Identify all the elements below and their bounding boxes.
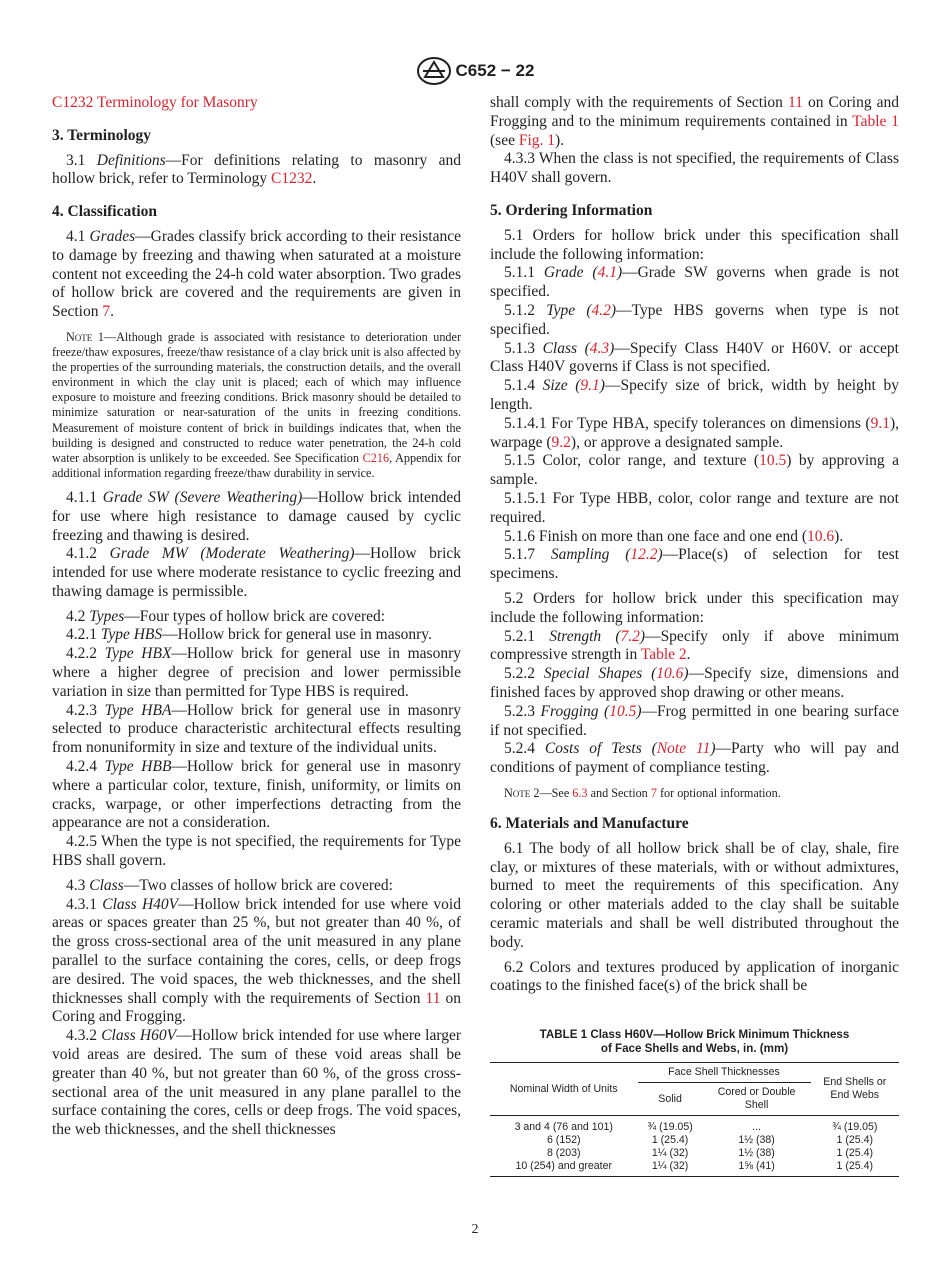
para-3-1: 3.1 Definitions—For definitions relating to masonry and hollow brick, refer to Terminology C1232. [52,151,461,188]
para-5-1-4-1: 5.1.4.1 For Type HBA, specify tolerances on dimensions (9.1), warpage (9.2), or approve a designated sample. [490,414,899,451]
link-9-2[interactable]: 9.2 [551,433,571,451]
link-12-2[interactable]: 12.2 [630,546,658,564]
col-face-shell-thicknesses: Face Shell Thicknesses [638,1063,811,1083]
right-column [490,94,899,1177]
reference-c1232: C1232 Terminology for Masonry [52,94,258,111]
link-9-1[interactable]: 9.1 [870,414,890,432]
link-10-6[interactable]: 10.6 [807,527,835,545]
para-6-1: 6.1 The body of all hollow brick shall be of clay, shale, fire clay, or mixtures of these materials, with or without admixtures, burned to meet the requirements of this specification. Any coloring or other materials added to the clay shall be suitable ceramic materials and shall be well distributed throughout the body. [490,839,899,951]
para-5-1-1: 5.1.1 Grade (4.1)—Grade SW governs when grade is not specified. [490,264,899,301]
page-number: 2 [471,1222,479,1237]
link-9-1[interactable]: 9.1 [580,377,600,395]
left-column [52,94,461,1140]
para-4-2-2: 4.2.2 Type HBX—Hollow brick for general use in masonry where a higher degree of precision and lower permissible variation in size than permitted for Type HBS is required. [52,645,461,700]
para-4-2-5: 4.2.5 When the type is not specified, the requirements for Type HBS shall govern. [52,833,461,870]
link-6-3[interactable]: 6.3 [572,785,588,800]
para-5-1-6: 5.1.6 Finish on more than one face and one end (10.6). [504,527,844,545]
para-5-1-3: 5.1.3 Class (4.3)—Specify Class H40V or H60V. or accept Class H40V governs if Class is not specified. [490,339,899,376]
link-c1232-terminology[interactable]: C1232 [271,170,313,188]
para-5-2-3: 5.2.3 Frogging (10.5)—Frog permitted in one bearing surface if not specified. [490,702,899,739]
link-section-7[interactable]: 7 [650,785,657,800]
table-row: 6 (152) 1 (25.4) 1½ (38) 1 (25.4) [546,1134,874,1147]
para-6-2: 6.2 Colors and textures produced by application of inorganic coatings to the finished face(s) of the brick shall be [490,958,899,995]
heading-materials-manufacture: 6. Materials and Manufacture [490,814,689,832]
para-5-1-5-1: 5.1.5.1 For Type HBB, color, color range and texture are not required. [490,489,899,526]
para-4-3-2-continued: shall comply with the requirements of Section 11 on Coring and Frogging and to the minimum requirements contained in Table 1 (see Fig. 1). [490,94,900,149]
link-section-11[interactable]: 11 [787,94,803,111]
para-5-1-5: 5.1.5 Color, color range, and texture (10.5) by approving a sample. [490,452,900,489]
para-4-1-1: 4.1.1 Grade SW (Severe Weathering)—Hollow brick intended for use where high resistance to damage caused by cyclic freezing and thawing is desired. [52,488,461,544]
para-4-1-2: 4.1.2 Grade MW (Moderate Weathering)—Hollow brick intended for use where moderate resistance to cyclic freezing and thawing damage is permissible. [52,545,462,600]
heading-classification: 4. Classification [52,203,158,221]
note-1: Note 1—Although grade is associated with resistance to deterioration under freeze/thaw exposures, freeze/thaw resistance of a clay brick unit is also affected by the properties of the surrounding materials, the construction details, and the overall environment in which the clay unit is placed; each of which may influence exposure to moisture and freezing conditions. Brick masonry should be detailed to minimize saturation or near-saturation of the units in freezing conditions. Measurement of moisture content of brick in buildings indicates that, when the building is designed and constructed to reduce water penetration, the 24-h cold water absorption is unlikely to be exceeded. See Specification C216, Appendix for additional information regarding freeze/thaw durability in service. [52,329,461,480]
heading-ordering-information: 5. Ordering Information [490,201,653,219]
para-5-1: 5.1 Orders for hollow brick under this specification shall include the following information: [490,226,899,263]
link-4-1[interactable]: 4.1 [597,264,617,282]
link-10-5[interactable]: 10.5 [609,702,637,720]
astm-logo-icon [416,56,452,86]
para-5-2: 5.2 Orders for hollow brick under this specification may include the following information: [490,589,899,626]
link-section-7[interactable]: 7 [102,303,111,321]
table-row: 10 (254) and greater 1¼ (32) 1⅝ (41) 1 (25.4) [490,1160,899,1177]
para-4-2: 4.2 Types—Four types of hollow brick are covered: [66,607,386,625]
para-4-2-3: 4.2.3 Type HBA—Hollow brick for general use in masonry selected to produce characteristic architectural effects resulting from nonuniformity in size and texture of the individual units. [52,701,461,757]
para-4-3-3: 4.3.3 When the class is not specified, the requirements of Class H40V shall govern. [490,150,899,187]
para-5-1-4: 5.1.4 Size (9.1)—Specify size of brick, width by height by length. [490,377,899,413]
col-end-shells: End Shells or End Webs [811,1063,899,1116]
para-4-1: 4.1 Grades—Grades classify brick according to their resistance to damage by freezing and thawing when saturated at a moisture content not exceeding the 24-h cold water absorption. Two grades of hollow brick are covered and the requirements are given in Section 7. [52,227,461,321]
table-1-title: TABLE 1 Class H60V—Hollow Brick Minimum Thickness of Face Shells and Webs, in. (mm) [539,1028,850,1056]
heading-terminology: 3. Terminology [52,126,152,144]
link-section-11[interactable]: 11 [425,989,441,1007]
para-5-2-1: 5.2.1 Strength (7.2)—Specify only if above minimum compressive strength in Table 2. [490,627,899,664]
col-solid: Solid [638,1083,703,1116]
link-4-3[interactable]: 4.3 [589,339,610,357]
link-table-1[interactable]: Table 1 [852,112,900,130]
link-note-11[interactable]: Note 11 [656,740,711,758]
para-4-3: 4.3 Class—Two classes of hollow brick are covered: [66,876,393,894]
link-c1232[interactable]: C1232 [52,94,94,111]
standard-designation: C652 − 22 [455,61,535,80]
link-c216[interactable]: C216 [362,450,390,465]
link-10-6[interactable]: 10.6 [656,665,684,683]
table-row: 8 (203) 1¼ (32) 1½ (38) 1 (25.4) [546,1147,874,1160]
link-table-2[interactable]: Table 2 [640,646,687,664]
para-4-3-1: 4.3.1 Class H40V—Hollow brick intended for use where void areas or spaces greater than 25 %, but not greater than 40 %, of the gross cross-sectional area of the unit measured in any plane parallel to the surface containing the cores, cells, or deep frogs are desired. The void spaces, the web thicknesses, and the shell thicknesses shall comply with the requirements of Section 11 on Coring and Frogging. [52,895,461,1026]
link-7-2[interactable]: 7.2 [620,627,640,645]
col-nominal-width: Nominal Width of Units [490,1063,638,1116]
para-5-2-2: 5.2.2 Special Shapes (10.6)—Specify size, dimensions and finished faces by approved shop drawing or other means. [490,665,899,701]
link-10-5[interactable]: 10.5 [759,452,787,470]
para-5-2-4: 5.2.4 Costs of Tests (Note 11)—Party who will pay and conditions of payment of compliance testing. [490,740,899,777]
note-2: Note 2—See 6.3 and Section 7 for optional information. [504,785,781,800]
link-fig-1[interactable]: Fig. 1 [518,131,556,149]
para-5-1-7: 5.1.7 Sampling (12.2)—Place(s) of selection for test specimens. [490,546,899,583]
para-4-2-4: 4.2.4 Type HBB—Hollow brick for general use in masonry where a particular color, texture, finish, uniformity, or limits on cracks, warpage, or other imperfections detracting from the appearance are not a consideration. [52,758,461,832]
para-5-1-2: 5.1.2 Type (4.2)—Type HBS governs when type is not specified. [490,301,900,338]
table-1 [490,1062,899,1177]
link-4-2[interactable]: 4.2 [591,301,611,319]
page-header [0,56,950,86]
col-cored: Cored or Double Shell [703,1083,811,1116]
para-4-2-1: 4.2.1 Type HBS—Hollow brick for general use in masonry. [66,626,432,644]
table-row: 3 and 4 (76 and 101) ¾ (19.05) ... ¾ (19.05) [514,1121,878,1134]
para-4-3-2: 4.3.2 Class H60V—Hollow brick intended for use where larger void areas are desired. The sum of these void areas shall be greater than 40 %, but not greater than 60 %, of the gross cross-sectional area of the unit measured in any plane parallel to the surface containing the cores, cells or deep frogs. The void spaces, the web thicknesses, and the shell thicknesses [52,1027,462,1139]
